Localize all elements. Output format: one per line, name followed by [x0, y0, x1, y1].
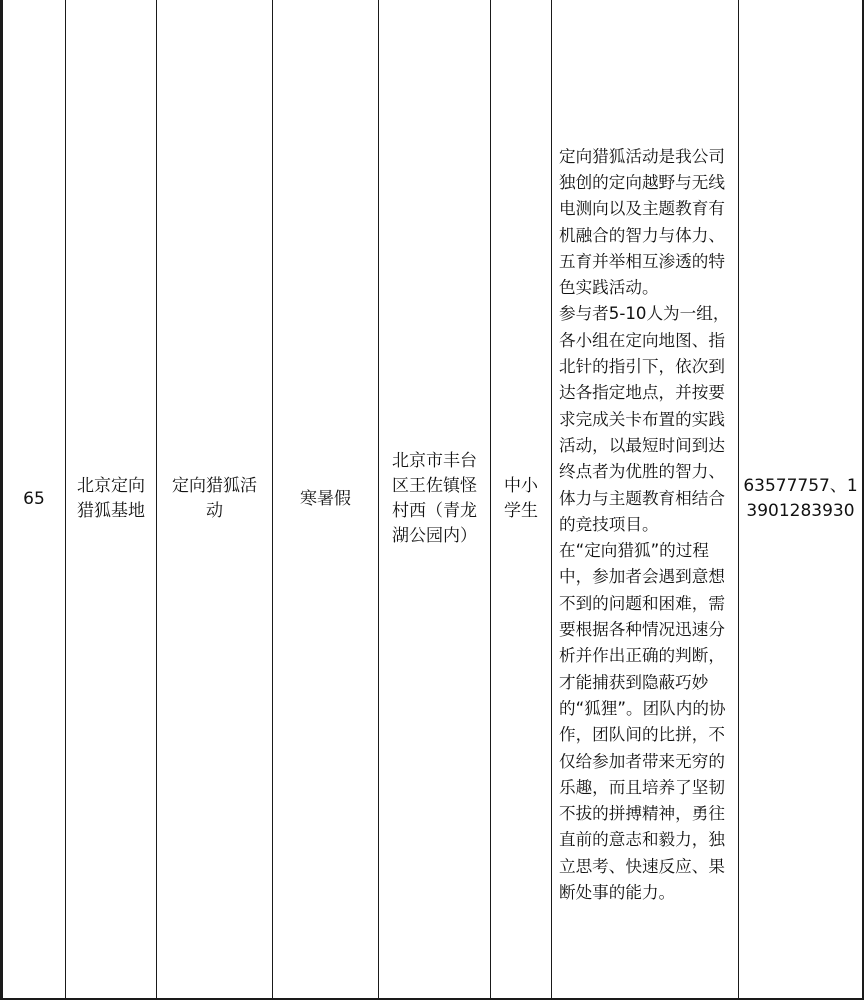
contact-cell: [739, 0, 863, 998]
row-index: 65: [23, 488, 45, 509]
description-paragraph-2: 参与者5-10人为一组，各小组在定向地图、指北针的指引下，依次到达各指定地点，并按要求完成关卡布置的实践活动，以最短时间到达终点者为优胜的智力、体力与主题教育相结合的竞技项目。: [559, 304, 730, 534]
activity-address: 北京市丰台区王佐镇怪村西（青龙湖公园内）: [392, 451, 477, 546]
activity-table: [2, 0, 863, 998]
period-cell: [273, 0, 379, 998]
activity-period: 寒暑假: [300, 488, 351, 509]
contact-phone: 63577757、13901283930: [743, 476, 858, 521]
audience-cell: [491, 0, 552, 998]
address-cell: [379, 0, 491, 998]
base-name-cell: [66, 0, 157, 998]
target-audience: 中小学生: [504, 476, 538, 521]
activity-name-cell: [157, 0, 273, 998]
activity-name: 定向猎狐活动: [172, 476, 257, 521]
base-name: 北京定向猎狐基地: [77, 476, 145, 521]
table-row: [3, 0, 863, 998]
description-cell: [552, 0, 739, 998]
description-paragraph-3: 在“定向猎狐”的过程中，参加者会遇到意想不到的问题和困难，需要根据各种情况迅速分析并作出正确的判断，才能捕获到隐蔽巧妙的“狐狸”。团队内的协作，团队间的比拼，不仅给参加者带来无穷的乐趣，而且培养了坚韧不拔的拼搏精神，勇往直前的意志和毅力，独立思考、快速反应、果断处事的能力。: [559, 541, 726, 902]
row-index-cell: [3, 0, 66, 998]
activity-description: [552, 92, 738, 907]
description-paragraph-1: 定向猎狐活动是我公司独创的定向越野与无线电测向以及主题教育有机融合的智力与体力、五育并举相互渗透的特色实践活动。: [559, 146, 725, 298]
